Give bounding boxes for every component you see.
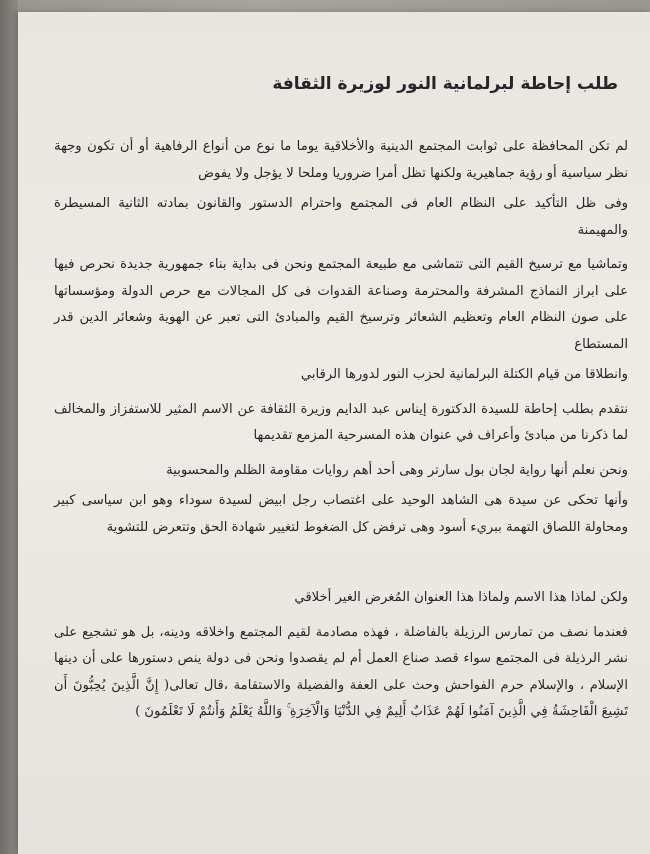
paragraph-values: لم تكن المحافظة على ثوابت المجتمع الدينية والأخلاقية يوما ما نوع من أنواع الرفاهية أو أن تكون وجهة نظر سياسية أو رؤية جماهيرية ولكنها تظل أمرا ضروريا وملحا لا يؤجل ولا يفوض xyxy=(54,139,628,181)
background-edge xyxy=(0,0,18,854)
paper-sheet xyxy=(18,12,650,854)
paragraph-argument-quran: فعندما نصف من تمارس الرزيلة بالفاضلة ، فهذه مصادمة لقيم المجتمع واخلاقه ودينه، بل هو تشجيع على نشر الرذيلة فى المجتمع سواء قصد صناع العمل أم لم يقصدوا ونحن فى دولة ينص دستورها على أن دينها الإسلام ، والإسلام حرم الفواحش وحث على العفة والفضيلة والاستقامة ،قال تعالى( إِنَّ الَّذِينَ يُحِبُّونَ أَن تَشِيعَ الْفَاحِشَةُ فِي الَّذِينَ آمَنُوا لَهُمْ عَذَابٌ أَلِيمٌ فِي الدُّنْيَا وَالْآخِرَةِ ۚ وَاللَّهُ يَعْلَمُ وَأَنتُمْ لَا تَعْلَمُونَ ) xyxy=(54,624,628,719)
paragraph-plot: وأنها تحكى عن سيدة هى الشاهد الوحيد على اغتصاب رجل ابيض لسيدة سوداء وهو ابن سياسى كبير ومحاولة اللصاق التهمة ببريء أسود وهى ترفض كل الضغوط لتغيير شهادة الحق وتتعرض للتشوية xyxy=(54,493,628,535)
paragraph-new-republic: وتماشيا مع ترسيخ القيم التى تتماشى مع طبيعة المجتمع ونحن فى بداية بناء جمهورية جديدة نحرص فيها على ابراز النماذج المشرفة والمحترمة وصناعة القدوات فى كل المجالات مع حرص الدولة ومؤسساتها على صون النظام العام وتعظيم الشعائر وترسيخ القيم والمبادئ التى تعبر عن الهوية وشعائر الدين قدر المستطاع xyxy=(54,257,628,352)
paragraph-public-order: وفى ظل التأكيد على النظام العام فى المجتمع واحترام الدستور والقانون بمادته الثانية المسيطرة والمهيمنة xyxy=(54,196,628,238)
paragraph-sartre-novel: ونحن نعلم أنها رواية لجان بول سارتر وهى أحد أهم روايات مقاومة الظلم والمحسوبية xyxy=(166,462,628,478)
paragraph-why-title: ولكن لماذا هذا الاسم ولماذا هذا العنوان المُغرض الغير أخلاقي xyxy=(294,590,628,605)
paragraph-oversight-role: وانطلاقا من قيام الكتلة البرلمانية لحزب النور لدورها الرقابي xyxy=(300,367,628,382)
paragraph-request: نتقدم بطلب إحاطة للسيدة الدكتورة إيناس عبد الدايم وزيرة الثقافة عن الاسم المثير للاستفزاز والمخالف لما ذكرنا من مبادئ وأعراف في عنوان هذه المسرحية المزمع تقديمها xyxy=(54,401,628,443)
document-title: طلب إحاطة لبرلمانية النور لوزيرة الثقافة xyxy=(272,74,618,94)
